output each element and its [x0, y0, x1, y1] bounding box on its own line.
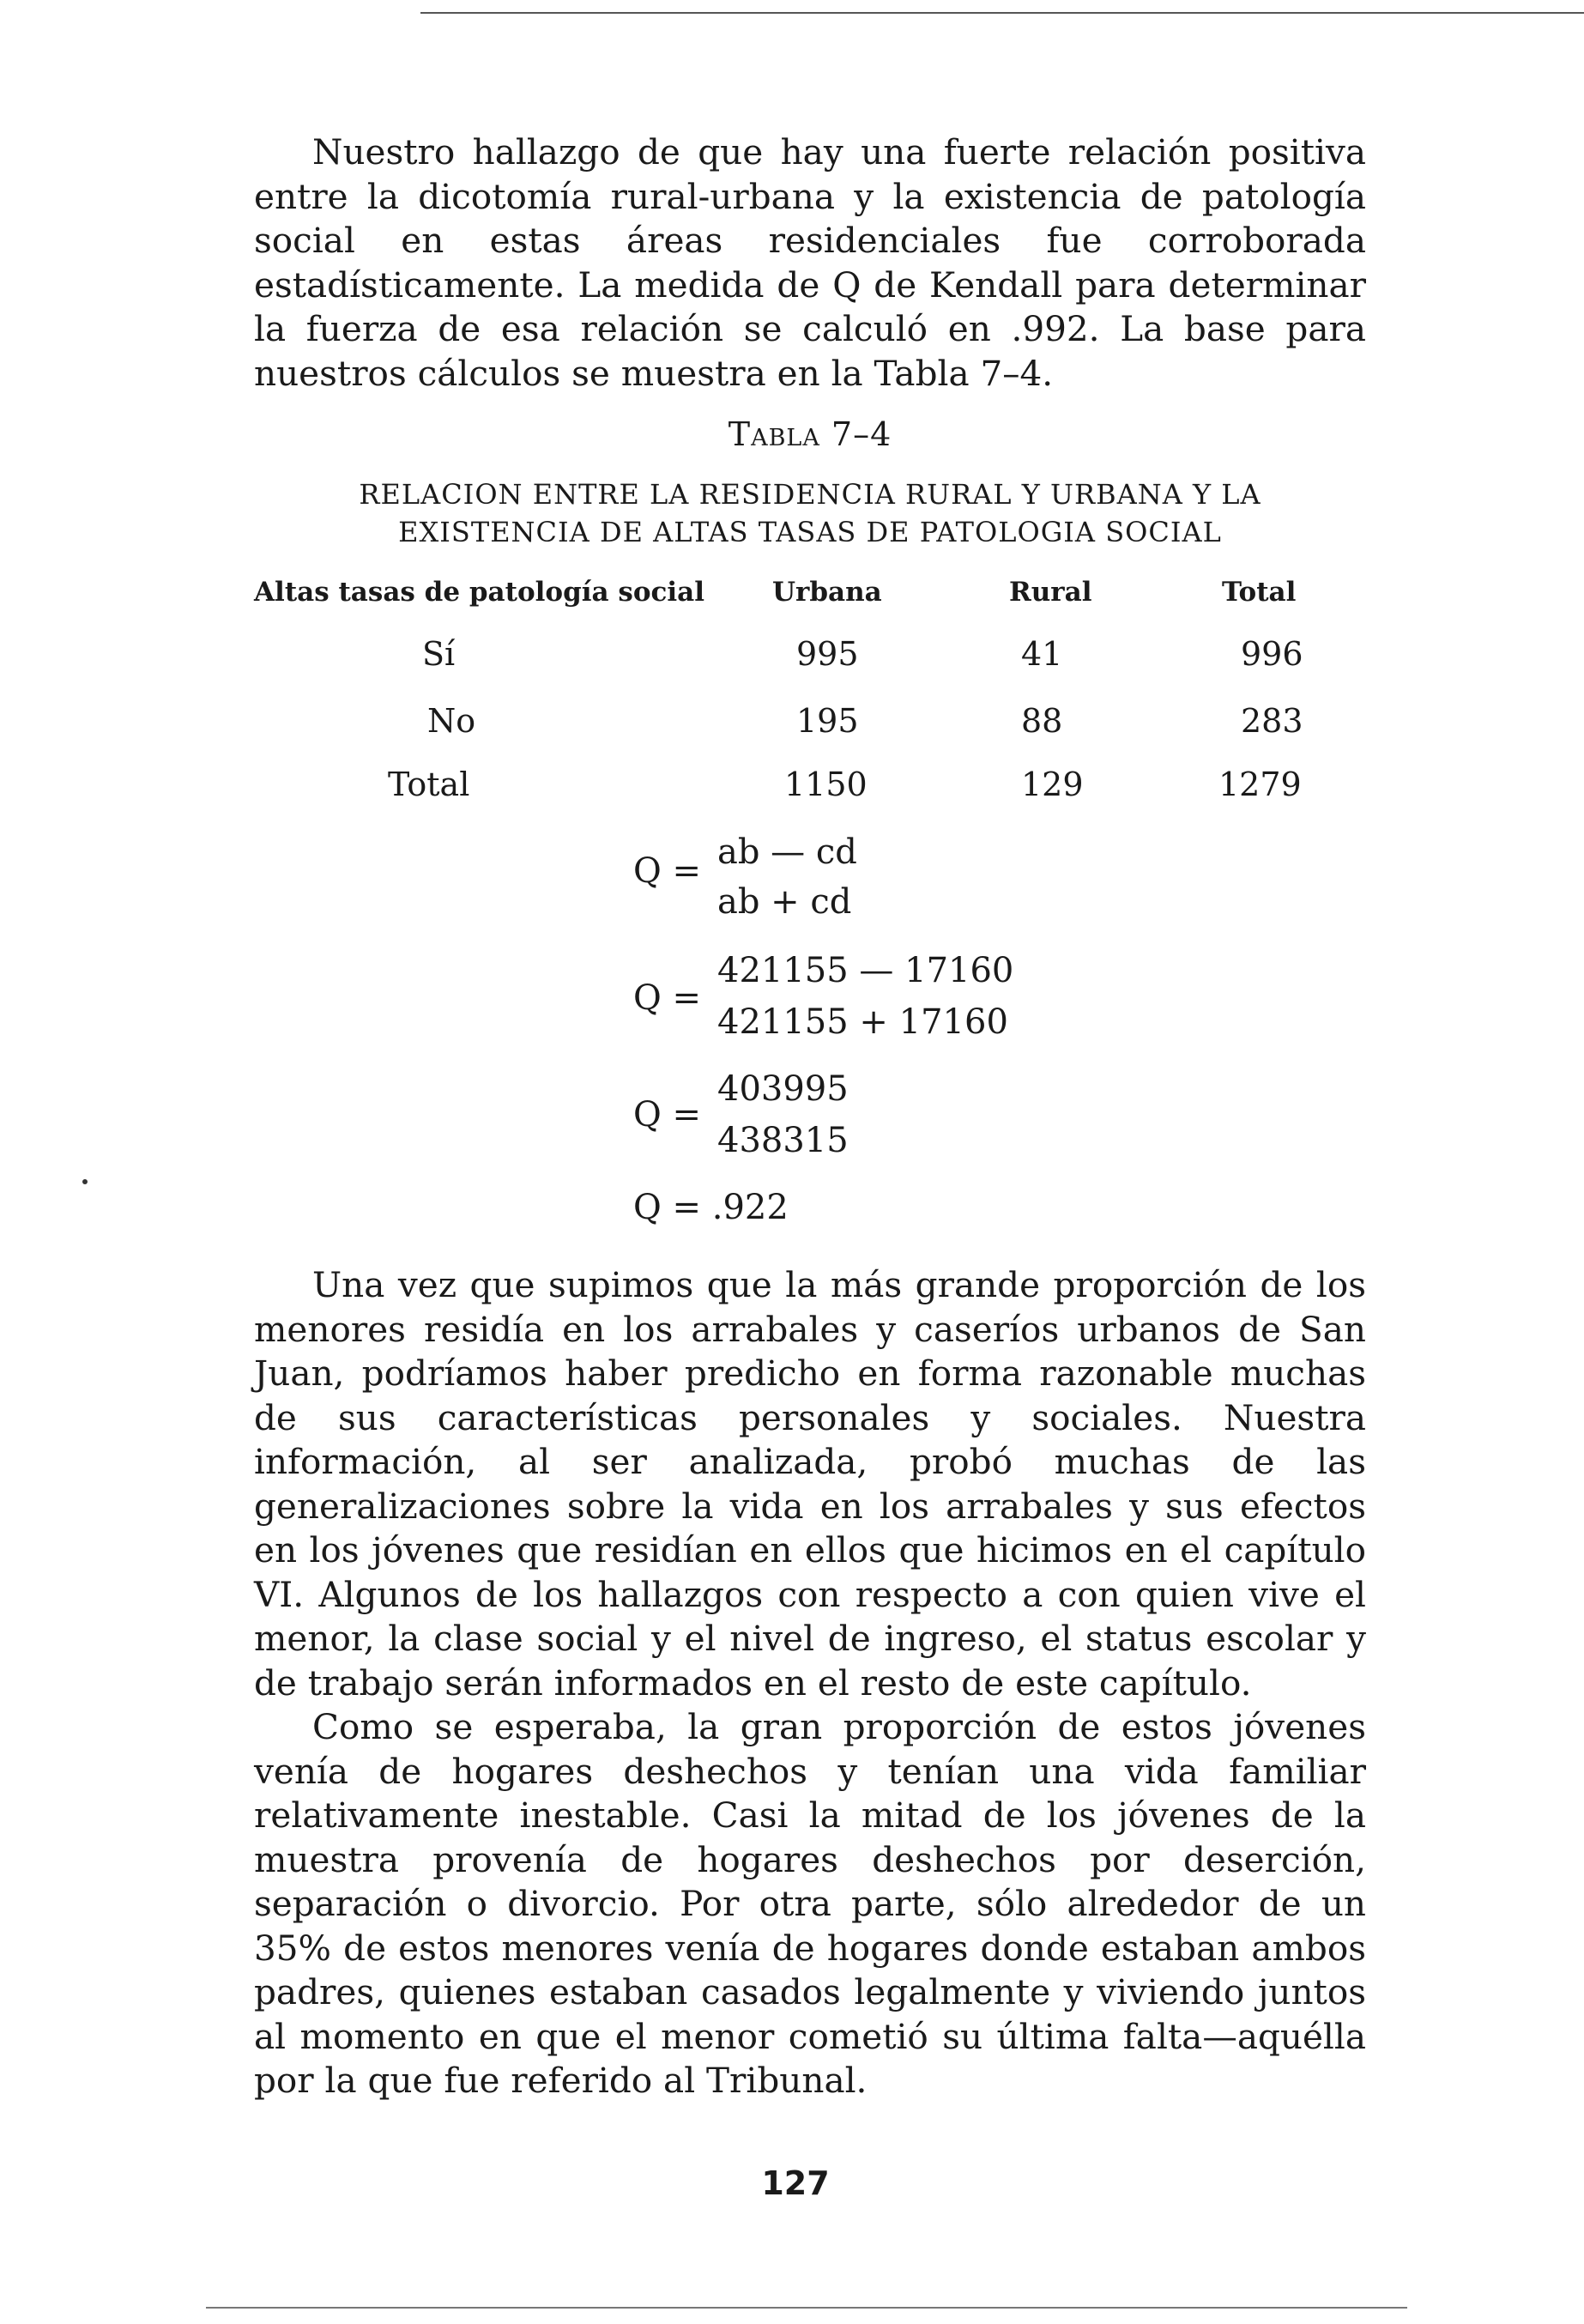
paragraph-1: Nuestro hallazgo de que hay una fuerte relación positiva entre la dicotomía rural-urbana y la existencia de patología social en estas áreas residenciales fue corroborada estadísticamente. La medida de Q de Kendall para determinar la fuerza de esa relación se calculó en .992. La base para nuestros cálculos se muestra en la Tabla 7–4.	[254, 131, 1366, 394]
formula-denominator: 438315	[717, 1121, 849, 1160]
scan-speck	[82, 1179, 88, 1184]
bottom-rule	[206, 2307, 1407, 2309]
paragraph-intro	[254, 130, 1366, 396]
table-header-urbana: Urbana	[772, 577, 882, 608]
formula-lhs: Q =	[633, 978, 702, 1018]
formula-lhs: Q =	[633, 1095, 702, 1135]
table-cell: Total	[388, 766, 470, 803]
top-rule	[420, 12, 1584, 14]
page-number: 127	[761, 2164, 830, 2202]
table-cell: 996	[1241, 635, 1303, 673]
paragraph-3: Como se esperaba, la gran proporción de estos jóvenes venía de hogares deshechos y tenían una vida familiar relativamente inestable. Casi la mitad de los jóvenes de la muestra provenía de hogares deshechos por deserción, separación o divorcio. Por otra parte, sólo alrededor de un 35% de estos menores venía de hogares donde estaban ambos padres, quienes estaban casados legalmente y viviendo juntos al momento en que el menor cometió su última falta—aquélla por la que fue referido al Tribunal.	[254, 1706, 1366, 2101]
table-cell: No	[427, 702, 476, 740]
table-cell: 1150	[784, 766, 868, 803]
formula-4: Q = .922	[633, 1188, 789, 1227]
table-cell: 1279	[1218, 766, 1302, 803]
formula-lhs: Q =	[633, 851, 702, 891]
paragraph-body	[254, 1263, 1366, 2103]
table-cell: 995	[796, 635, 859, 673]
formula-numerator: 403995	[717, 1069, 849, 1109]
formula-numerator: ab — cd	[717, 832, 857, 872]
table-cell: 88	[1021, 702, 1063, 740]
table-subtitle-line1: RELACION ENTRE LA RESIDENCIA RURAL Y URBANA Y LA	[359, 478, 1261, 511]
table-title: Tabla 7–4	[728, 415, 892, 453]
paragraph-2: Una vez que supimos que la más grande proporción de los menores residía en los arrabales y caseríos urbanos de San Juan, podríamos haber predicho en forma razonable muchas de sus características personales y sociales. Nuestra información, al ser analizada, probó muchas de las generalizaciones sobre la vida en los arrabales y sus efectos en los jóvenes que residían en ellos que hicimos en el capítulo VI. Algunos de los hallazgos con respecto a con quien vive el menor, la clase social y el nivel de ingreso, el status escolar y de trabajo serán informados en el resto de este capítulo.	[254, 1264, 1366, 1704]
table-header-rural: Rural	[1009, 577, 1092, 608]
formula-denominator: 421155 + 17160	[717, 1002, 1008, 1042]
table-cell: 41	[1021, 635, 1063, 673]
formula-denominator: ab + cd	[717, 882, 852, 922]
formula-numerator: 421155 — 17160	[717, 951, 1014, 990]
table-header-category: Altas tasas de patología social	[254, 577, 705, 608]
table-cell: Sí	[422, 635, 456, 673]
table-subtitle	[254, 475, 1366, 551]
table-subtitle-line2: EXISTENCIA DE ALTAS TASAS DE PATOLOGIA SOCIAL	[398, 516, 1222, 548]
table-cell: 195	[796, 702, 859, 740]
table-cell: 129	[1021, 766, 1084, 803]
table-header-total: Total	[1222, 577, 1297, 608]
table-cell: 283	[1241, 702, 1303, 740]
